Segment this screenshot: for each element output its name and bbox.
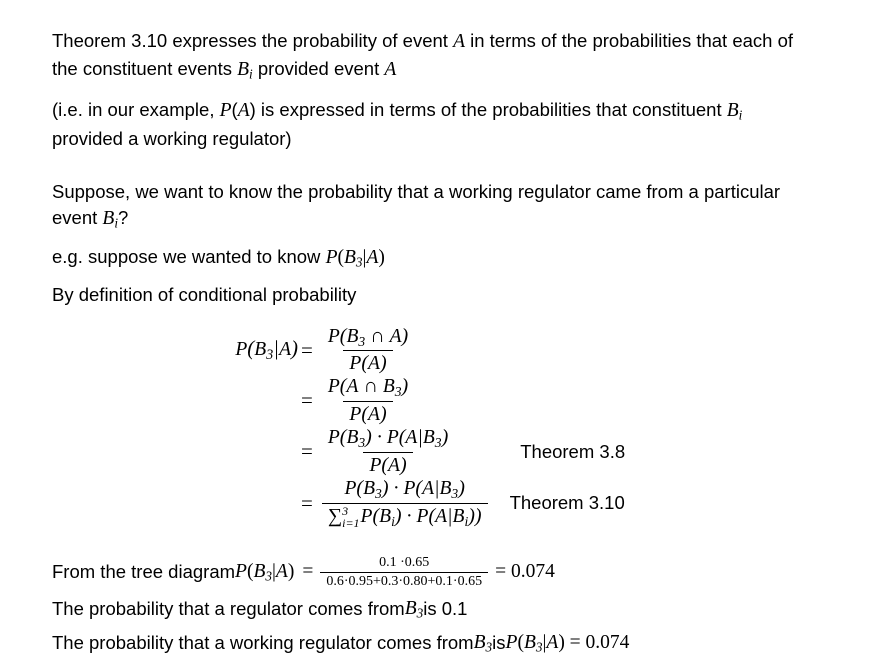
conclusion-block bbox=[52, 555, 828, 657]
conclusion-prefix: From the tree diagram bbox=[52, 560, 236, 582]
prior-suffix: is 0.1 bbox=[423, 598, 468, 620]
paragraph-by-definition: By definition of conditional probability bbox=[52, 284, 357, 306]
p1-text-part3: provided event bbox=[252, 57, 385, 79]
p2-text-part4: provided a working regulator) bbox=[52, 127, 292, 149]
p1-text-part2: in terms of the probabilities that each of the constituent events bbox=[52, 30, 794, 79]
paragraph-eg-suppose bbox=[52, 244, 812, 273]
p3-text-part2: ? bbox=[118, 207, 129, 229]
derivation-fraction-4 bbox=[322, 477, 488, 529]
p2-var-P: P bbox=[219, 100, 232, 122]
conclusion-fraction bbox=[320, 555, 488, 589]
derivation-note-theorem-310: Theorem 3.10 bbox=[509, 492, 625, 514]
conclusion-line-posterior bbox=[52, 630, 828, 657]
derivation-num-3: $P(B_3) \cdot P(A|B_3)$ bbox=[327, 426, 449, 451]
p2-text-part1: (i.e. in our example, bbox=[52, 99, 220, 121]
posterior-math: $P(B_3|A) = 0.074$ bbox=[505, 631, 630, 655]
derivation-num-2: P(A ∩ $B_3$) bbox=[327, 375, 409, 400]
derivation-row-4 bbox=[148, 477, 828, 529]
p1-var-A2: A bbox=[384, 58, 397, 80]
paragraph-suppose bbox=[52, 179, 812, 234]
derivation-row-2 bbox=[148, 375, 828, 426]
derivation-equals-3: = bbox=[301, 439, 313, 464]
derivation-block bbox=[148, 325, 828, 529]
derivation-den-2: P(A) bbox=[343, 401, 392, 426]
derivation-equals-2: = bbox=[301, 388, 313, 413]
paragraph-example-note bbox=[52, 97, 812, 152]
conclusion-math-pb3a: $P(B_3|A)$ bbox=[235, 560, 295, 584]
posterior-var-B3: $B_3$ bbox=[473, 631, 493, 655]
derivation-fraction-2 bbox=[322, 375, 414, 426]
derivation-equals-1: = bbox=[301, 337, 313, 362]
p2-var-B: $B_i$ bbox=[726, 100, 743, 123]
posterior-mid: is bbox=[492, 631, 506, 653]
derivation-num-4: $P(B_3) \cdot P(A|B_3)$ bbox=[344, 477, 465, 501]
p2-var-A: A bbox=[237, 100, 250, 122]
p2-text-part3: ) is expressed in terms of the probabilities that constituent bbox=[249, 99, 727, 121]
derivation-num-1: $P(B_3$ ∩ A) bbox=[327, 324, 409, 349]
derivation-fraction-1 bbox=[322, 325, 414, 376]
conclusion-line-tree-diagram bbox=[52, 555, 828, 589]
p3-text-part1: Suppose, we want to know the probability that a working regulator came from a particular event bbox=[52, 181, 781, 229]
prior-prefix: The probability that a regulator comes from bbox=[52, 598, 405, 620]
derivation-row-3 bbox=[148, 426, 828, 477]
derivation-row-1 bbox=[148, 325, 828, 376]
conclusion-result: = 0.074 bbox=[495, 561, 555, 582]
derivation-lhs: $P(B_3|A)$ bbox=[235, 336, 298, 364]
conclusion-equals: = bbox=[302, 561, 314, 582]
p4-text-part1: e.g. suppose we wanted to know bbox=[52, 245, 326, 267]
p1-var-A1: A bbox=[453, 31, 465, 52]
p4-math-expression: $P(B_3|A)$ bbox=[325, 246, 385, 270]
derivation-equals-4: = bbox=[301, 490, 313, 515]
posterior-prefix: The probability that a working regulator comes from bbox=[52, 631, 474, 653]
derivation-note-theorem-38: Theorem 3.8 bbox=[520, 440, 626, 462]
derivation-den-3: P(A) bbox=[363, 452, 412, 477]
conclusion-frac-den: 0.6·0.95+0.3·0.80+0.1·0.65 bbox=[320, 572, 488, 590]
derivation-den-1: P(A) bbox=[343, 350, 392, 375]
derivation-den-4: ∑ 3 i=1 $P(B_i) \cdot P(A|B_i)$) bbox=[322, 503, 488, 529]
paragraph-theorem-intro bbox=[52, 28, 812, 84]
p1-var-B: $B_i$ bbox=[237, 58, 253, 82]
p2-text-part2: ( bbox=[231, 99, 238, 121]
prior-var-B3: $B_3$ bbox=[404, 598, 424, 622]
p1-text-part1: Theorem 3.10 expresses the probability of event bbox=[52, 30, 454, 51]
conclusion-line-prior bbox=[52, 596, 828, 623]
p3-var-B: $B_i$ bbox=[102, 208, 119, 231]
derivation-fraction-3 bbox=[322, 426, 454, 477]
conclusion-frac-num: 0.1 ·0.65 bbox=[379, 554, 430, 570]
